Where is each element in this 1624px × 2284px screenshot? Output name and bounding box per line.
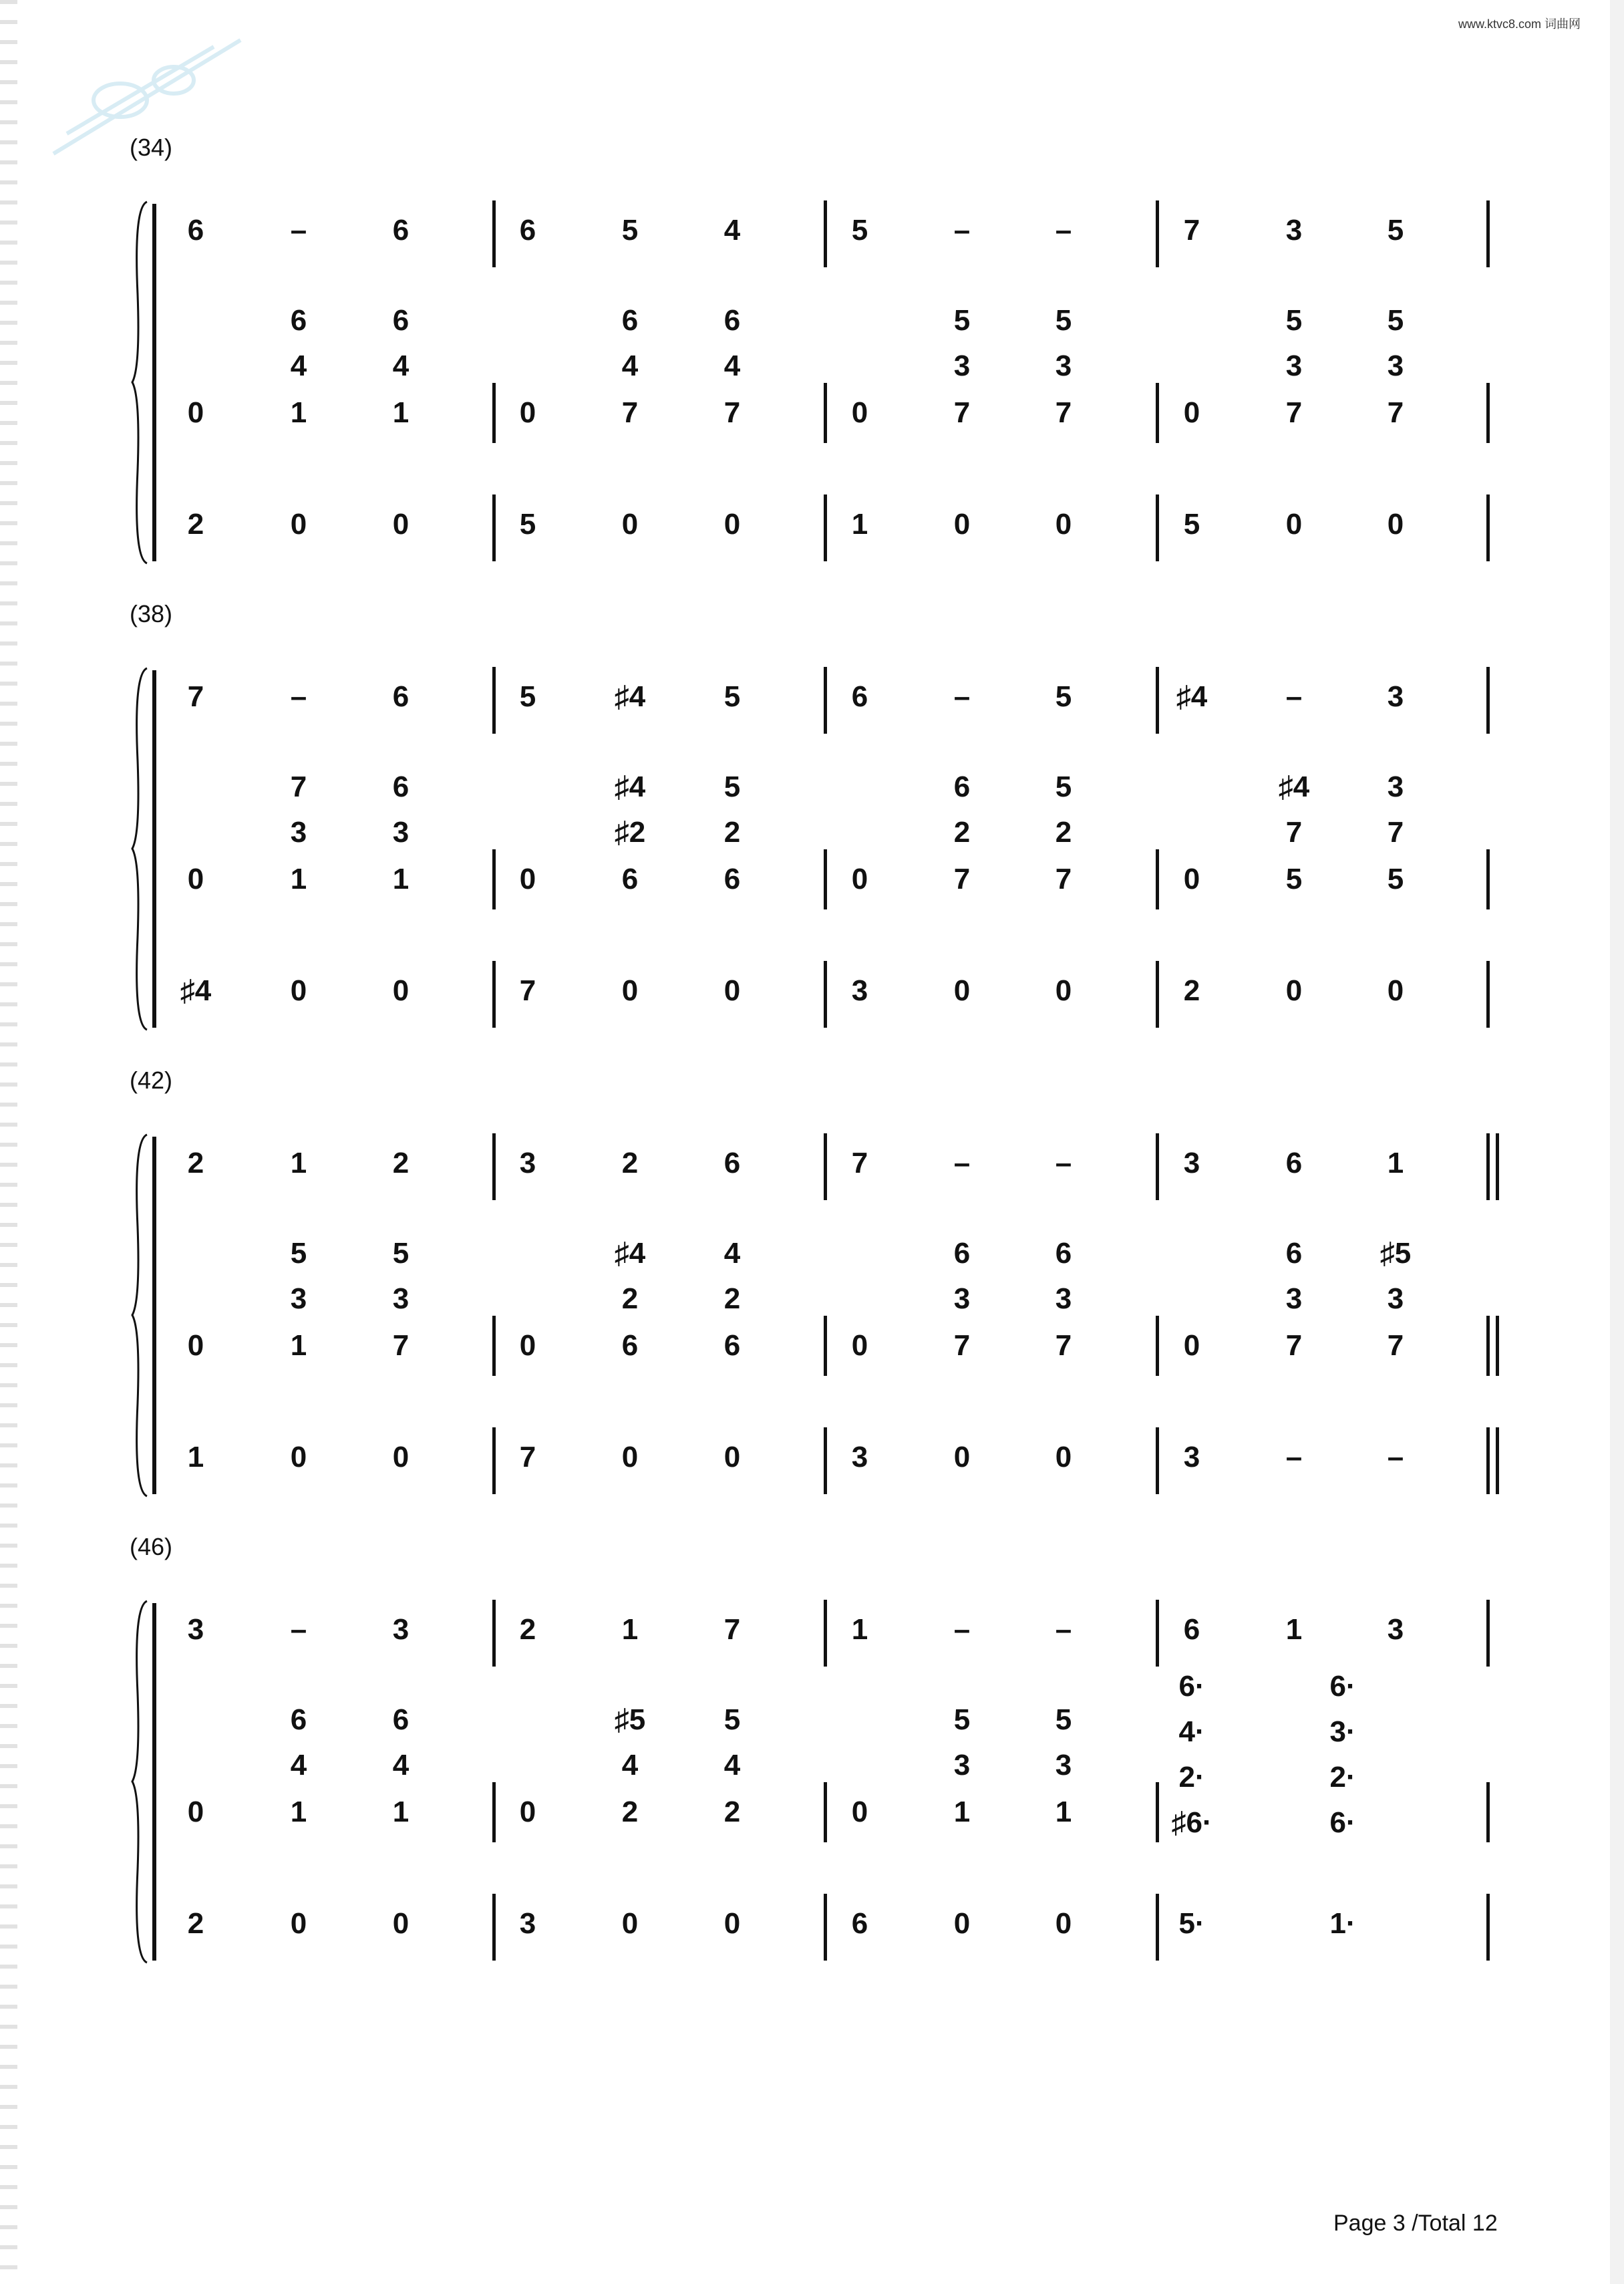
bass-note: 0 [1055, 1907, 1072, 1940]
bass-note: 2 [187, 508, 204, 541]
melody-note: 3 [1387, 1613, 1404, 1646]
bass-note: 3 [851, 1441, 868, 1473]
chord-low-note: 0 [851, 396, 868, 429]
double-barline [1496, 1133, 1499, 1200]
chord-low-note: 0 [1183, 396, 1200, 429]
barline [1486, 383, 1490, 443]
chord-low-note: 5 [1387, 863, 1404, 895]
chord-low-note: 6 [621, 863, 639, 895]
chord-note: 6· [1178, 1670, 1205, 1703]
barline [1486, 1600, 1490, 1667]
chord-low-note: 7 [1285, 396, 1303, 429]
barline [492, 1782, 496, 1842]
melody-note: 1 [1387, 1147, 1404, 1179]
melody-note: 5 [1055, 680, 1072, 713]
chord-mid-note: 4 [723, 349, 741, 382]
barline [1156, 494, 1159, 561]
chord-mid-note: 4 [621, 349, 639, 382]
measure-number: (34) [130, 134, 173, 161]
chord-note: 2· [1329, 1761, 1356, 1794]
bass-note: 1 [851, 508, 868, 541]
chord-top-note: ♯4 [614, 1237, 646, 1270]
chord-low-note: 7 [1387, 1329, 1404, 1362]
melody-note: – [953, 680, 971, 713]
chord-top-note: ♯5 [614, 1703, 646, 1736]
bass-note: 0 [621, 974, 639, 1007]
page-number: Page 3 /Total 12 [1333, 2210, 1498, 2236]
chord-top-note: 6 [290, 304, 307, 337]
bass-note: 0 [290, 974, 307, 1007]
barline [1486, 200, 1490, 267]
bass-note: 0 [1285, 508, 1303, 541]
barline [1156, 667, 1159, 734]
chord-top-note: 6 [392, 304, 410, 337]
bass-note: 5 [1183, 508, 1200, 541]
chord-low-note: 7 [953, 1329, 971, 1362]
melody-note: – [290, 214, 307, 247]
measure-number: (42) [130, 1066, 173, 1094]
melody-note: 5 [723, 680, 741, 713]
chord-mid-note: 2 [723, 1282, 741, 1315]
barline [824, 1782, 827, 1842]
bass-note: 5· [1178, 1907, 1205, 1940]
melody-note: 1 [851, 1613, 868, 1646]
chord-top-note: 7 [290, 770, 307, 803]
bass-note: 2 [187, 1907, 204, 1940]
bass-note: 0 [1285, 974, 1303, 1007]
chord-mid-note: 4 [290, 1749, 307, 1781]
chord-mid-note: 7 [1387, 816, 1404, 849]
melody-note: 6 [1183, 1613, 1200, 1646]
score-system [0, 1533, 1624, 1981]
chord-low-note: 1 [290, 1796, 307, 1828]
barline [1156, 383, 1159, 443]
melody-note: 7 [723, 1613, 741, 1646]
chord-low-note: 6 [723, 863, 741, 895]
barline [492, 1600, 496, 1667]
melody-note: 3 [187, 1613, 204, 1646]
bass-note: 0 [1055, 974, 1072, 1007]
chord-mid-note: 3 [953, 1749, 971, 1781]
chord-mid-note: 4 [723, 1749, 741, 1781]
chord-low-note: 2 [621, 1796, 639, 1828]
barline [1486, 494, 1490, 561]
chord-top-note: ♯4 [614, 770, 646, 803]
barline [492, 494, 496, 561]
melody-note: 5 [519, 680, 536, 713]
chord-low-note: 7 [1285, 1329, 1303, 1362]
chord-top-note: ♯5 [1379, 1237, 1412, 1270]
melody-note: ♯4 [1176, 680, 1208, 713]
chord-top-note: 3 [1387, 770, 1404, 803]
bass-note: 0 [953, 508, 971, 541]
bass-note: 0 [953, 1441, 971, 1473]
barline [492, 961, 496, 1028]
chord-low-note: 7 [392, 1329, 410, 1362]
melody-note: – [290, 680, 307, 713]
chord-low-note: 7 [953, 863, 971, 895]
chord-mid-note: 3 [953, 1282, 971, 1315]
melody-note: 1 [1285, 1613, 1303, 1646]
barline [824, 1316, 827, 1376]
bass-note: 0 [1387, 974, 1404, 1007]
bass-note: 0 [953, 1907, 971, 1940]
piano-brace [131, 667, 151, 1031]
chord-top-note: 5 [953, 304, 971, 337]
chord-low-note: 0 [187, 396, 204, 429]
system-bracket [152, 204, 156, 561]
barline [824, 1133, 827, 1200]
bass-note: – [1387, 1441, 1404, 1473]
melody-note: 5 [851, 214, 868, 247]
bass-note: 0 [723, 508, 741, 541]
chord-mid-note: 2 [621, 1282, 639, 1315]
chord-top-note: 6 [723, 304, 741, 337]
barline [492, 849, 496, 909]
chord-mid-note: 3 [392, 816, 410, 849]
chord-top-note: 5 [1055, 1703, 1072, 1736]
chord-low-note: 1 [290, 1329, 307, 1362]
chord-mid-note: 4 [392, 1749, 410, 1781]
chord-low-note: 5 [1285, 863, 1303, 895]
chord-low-note: 0 [1183, 1329, 1200, 1362]
chord-mid-note: 3 [1055, 1749, 1072, 1781]
barline [1156, 1133, 1159, 1200]
melody-note: – [1055, 1147, 1072, 1179]
chord-low-note: 0 [519, 1329, 536, 1362]
double-barline [1486, 1316, 1490, 1376]
bass-note: 3 [851, 974, 868, 1007]
barline [1156, 1600, 1159, 1667]
chord-top-note: 6 [953, 770, 971, 803]
melody-note: 6 [519, 214, 536, 247]
barline [1156, 1894, 1159, 1961]
bass-note: – [1285, 1441, 1303, 1473]
melody-note: 5 [1387, 214, 1404, 247]
double-barline [1486, 1133, 1490, 1200]
chord-note: ♯6· [1171, 1806, 1212, 1839]
score-system [0, 134, 1624, 581]
double-barline [1486, 1427, 1490, 1494]
barline [824, 200, 827, 267]
chord-low-note: 7 [953, 396, 971, 429]
melody-note: 6 [392, 214, 410, 247]
barline [1486, 961, 1490, 1028]
chord-mid-note: 3 [1055, 1282, 1072, 1315]
melody-note: 6 [851, 680, 868, 713]
barline [1156, 1427, 1159, 1494]
chord-note: 6· [1329, 1806, 1356, 1839]
chord-low-note: 7 [1387, 396, 1404, 429]
bass-note: 0 [1055, 1441, 1072, 1473]
piano-brace [131, 1133, 151, 1497]
chord-top-note: 6 [392, 1703, 410, 1736]
melody-note: 2 [392, 1147, 410, 1179]
chord-low-note: 0 [519, 1796, 536, 1828]
chord-top-note: 5 [953, 1703, 971, 1736]
barline [1156, 1782, 1159, 1842]
chord-mid-note: 4 [621, 1749, 639, 1781]
melody-note: 3 [519, 1147, 536, 1179]
melody-note: 2 [519, 1613, 536, 1646]
chord-note: 3· [1329, 1715, 1356, 1748]
bass-note: 0 [621, 1441, 639, 1473]
chord-note: 6· [1329, 1670, 1356, 1703]
chord-mid-note: 2 [1055, 816, 1072, 849]
melody-note: 2 [187, 1147, 204, 1179]
chord-mid-note: 3 [290, 1282, 307, 1315]
system-bracket [152, 1137, 156, 1494]
barline [824, 383, 827, 443]
melody-note: ♯4 [614, 680, 646, 713]
melody-note: 3 [392, 1613, 410, 1646]
chord-mid-note: 3 [953, 349, 971, 382]
chord-top-note: 5 [290, 1237, 307, 1270]
chord-low-note: 7 [1055, 1329, 1072, 1362]
chord-low-note: 0 [519, 863, 536, 895]
barline [1486, 667, 1490, 734]
melody-note: – [290, 1613, 307, 1646]
chord-low-note: 6 [621, 1329, 639, 1362]
bass-note: 0 [290, 1441, 307, 1473]
chord-mid-note: 3 [1387, 1282, 1404, 1315]
chord-low-note: 0 [851, 1796, 868, 1828]
chord-top-note: 6 [953, 1237, 971, 1270]
barline [492, 1133, 496, 1200]
chord-top-note: 6 [1055, 1237, 1072, 1270]
melody-note: 3 [1183, 1147, 1200, 1179]
bass-note: ♯4 [180, 974, 212, 1007]
bass-note: 7 [519, 974, 536, 1007]
bass-note: 0 [392, 974, 410, 1007]
barline [1486, 1782, 1490, 1842]
melody-note: 5 [621, 214, 639, 247]
chord-mid-note: 3 [290, 816, 307, 849]
piano-brace [131, 1600, 151, 1964]
bass-note: 0 [723, 974, 741, 1007]
bass-note: 0 [621, 1907, 639, 1940]
melody-note: 1 [290, 1147, 307, 1179]
barline [824, 961, 827, 1028]
melody-note: – [1055, 1613, 1072, 1646]
bass-note: 5 [519, 508, 536, 541]
system-bracket [152, 1603, 156, 1961]
chord-low-note: 1 [290, 863, 307, 895]
melody-note: 3 [1387, 680, 1404, 713]
chord-low-note: 6 [723, 1329, 741, 1362]
chord-low-note: 1 [392, 396, 410, 429]
chord-top-note: 6 [1285, 1237, 1303, 1270]
melody-note: 6 [723, 1147, 741, 1179]
chord-low-note: 7 [621, 396, 639, 429]
chord-mid-note: 2 [723, 816, 741, 849]
barline [1486, 849, 1490, 909]
melody-note: 7 [187, 680, 204, 713]
bass-note: 0 [392, 508, 410, 541]
bass-note: 3 [519, 1907, 536, 1940]
chord-top-note: ♯4 [1278, 770, 1310, 803]
barline [824, 1600, 827, 1667]
chord-low-note: 0 [187, 1796, 204, 1828]
chord-low-note: 1 [392, 1796, 410, 1828]
bass-note: 0 [290, 508, 307, 541]
measure-number: (38) [130, 600, 173, 627]
bass-note: 0 [621, 508, 639, 541]
chord-top-note: 5 [723, 1703, 741, 1736]
chord-low-note: 0 [187, 863, 204, 895]
melody-note: 6 [1285, 1147, 1303, 1179]
score-system [0, 1066, 1624, 1514]
chord-low-note: 0 [851, 1329, 868, 1362]
barline [824, 849, 827, 909]
bass-note: 0 [723, 1441, 741, 1473]
bass-note: 7 [519, 1441, 536, 1473]
chord-low-note: 0 [851, 863, 868, 895]
barline [492, 1316, 496, 1376]
bass-note: 6 [851, 1907, 868, 1940]
melody-note: – [1055, 214, 1072, 247]
chord-mid-note: 3 [1055, 349, 1072, 382]
chord-low-note: 1 [1055, 1796, 1072, 1828]
chord-top-note: 5 [723, 770, 741, 803]
chord-top-note: 5 [1285, 304, 1303, 337]
piano-brace [131, 200, 151, 565]
bass-note: 2 [1183, 974, 1200, 1007]
chord-low-note: 2 [723, 1796, 741, 1828]
barline [824, 1894, 827, 1961]
site-watermark: www.ktvc8.com 词曲网 [1458, 17, 1581, 31]
melody-note: 6 [187, 214, 204, 247]
bass-note: 0 [392, 1441, 410, 1473]
chord-low-note: 1 [953, 1796, 971, 1828]
bass-note: 1 [187, 1441, 204, 1473]
melody-note: – [1285, 680, 1303, 713]
melody-note: 1 [621, 1613, 639, 1646]
melody-note: 7 [1183, 214, 1200, 247]
chord-mid-note: 7 [1285, 816, 1303, 849]
double-barline [1496, 1427, 1499, 1494]
chord-mid-note: ♯2 [614, 816, 646, 849]
chord-top-note: 5 [1055, 770, 1072, 803]
bass-note: 0 [723, 1907, 741, 1940]
chord-top-note: 6 [621, 304, 639, 337]
barline [492, 667, 496, 734]
barline [1156, 849, 1159, 909]
barline [1156, 200, 1159, 267]
barline [1156, 1316, 1159, 1376]
melody-note: – [953, 214, 971, 247]
chord-low-note: 7 [1055, 396, 1072, 429]
melody-note: – [953, 1613, 971, 1646]
bass-note: 0 [290, 1907, 307, 1940]
chord-top-note: 5 [1055, 304, 1072, 337]
chord-top-note: 5 [1387, 304, 1404, 337]
chord-top-note: 6 [392, 770, 410, 803]
chord-low-note: 7 [723, 396, 741, 429]
bass-note: 3 [1183, 1441, 1200, 1473]
bass-note: 1· [1329, 1907, 1356, 1940]
chord-note: 2· [1178, 1761, 1205, 1794]
chord-low-note: 0 [519, 396, 536, 429]
barline [824, 494, 827, 561]
barline [1156, 961, 1159, 1028]
melody-note: 4 [723, 214, 741, 247]
score-system [0, 600, 1624, 1048]
chord-mid-note: 2 [953, 816, 971, 849]
bass-note: 0 [1055, 508, 1072, 541]
chord-top-note: 5 [392, 1237, 410, 1270]
barline [824, 667, 827, 734]
chord-mid-note: 3 [1285, 1282, 1303, 1315]
system-bracket [152, 670, 156, 1028]
measure-number: (46) [130, 1533, 173, 1560]
chord-mid-note: 4 [392, 349, 410, 382]
melody-note: 2 [621, 1147, 639, 1179]
bass-note: 0 [953, 974, 971, 1007]
chord-mid-note: 3 [1387, 349, 1404, 382]
melody-note: 3 [1285, 214, 1303, 247]
chord-low-note: 0 [1183, 863, 1200, 895]
chord-top-note: 4 [723, 1237, 741, 1270]
bass-note: 0 [392, 1907, 410, 1940]
melody-note: 7 [851, 1147, 868, 1179]
chord-low-note: 1 [392, 863, 410, 895]
chord-mid-note: 4 [290, 349, 307, 382]
barline [1486, 1894, 1490, 1961]
melody-note: 6 [392, 680, 410, 713]
barline [824, 1427, 827, 1494]
chord-low-note: 7 [1055, 863, 1072, 895]
chord-low-note: 1 [290, 396, 307, 429]
chord-top-note: 6 [290, 1703, 307, 1736]
chord-mid-note: 3 [392, 1282, 410, 1315]
double-barline [1496, 1316, 1499, 1376]
barline [492, 200, 496, 267]
melody-note: – [953, 1147, 971, 1179]
chord-note: 4· [1178, 1715, 1205, 1748]
chord-mid-note: 3 [1285, 349, 1303, 382]
chord-low-note: 0 [187, 1329, 204, 1362]
barline [492, 383, 496, 443]
bass-note: 0 [1387, 508, 1404, 541]
barline [492, 1894, 496, 1961]
barline [492, 1427, 496, 1494]
